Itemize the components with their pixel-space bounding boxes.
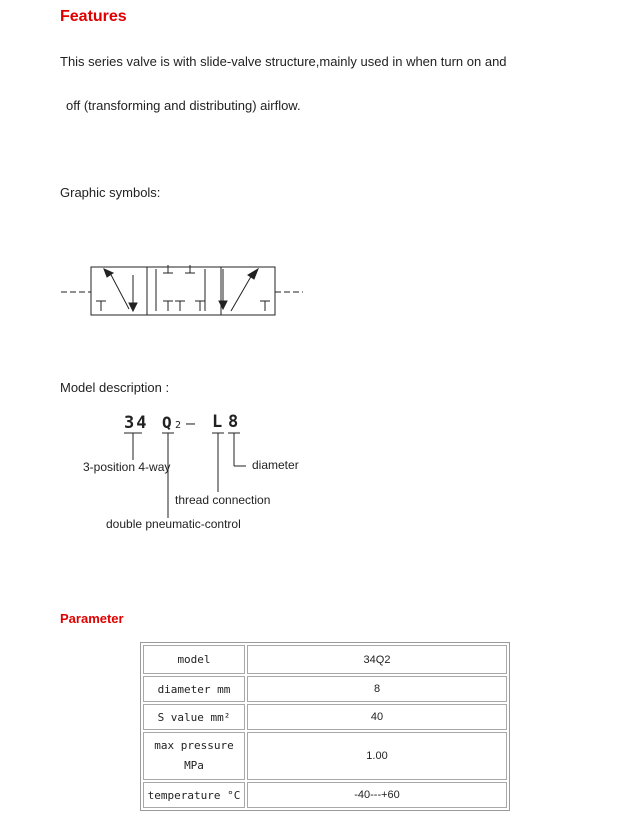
- table-row: [143, 676, 507, 702]
- legend-double-pneumatic-control: double pneumatic-control: [106, 517, 241, 531]
- param-key: S value mm²: [143, 704, 245, 730]
- parameter-table: [140, 642, 510, 811]
- valve-graphic-symbol: [55, 255, 315, 325]
- code-l: L: [212, 412, 224, 432]
- param-value: -40---+60: [247, 782, 507, 808]
- param-value: 34Q2: [247, 645, 507, 674]
- table-row: [143, 645, 507, 674]
- code-q: Q: [162, 413, 172, 432]
- intro-text-line-1: This series valve is with slide-valve structure,mainly used in when turn on and: [60, 54, 507, 69]
- parameter-heading: Parameter: [60, 611, 124, 626]
- param-key-line-2: MPa: [184, 759, 204, 772]
- legend-diameter: diameter: [252, 458, 299, 472]
- intro-text-line-2: off (transforming and distributing) airflow.: [66, 98, 301, 113]
- graphic-symbols-label: Graphic symbols:: [60, 185, 161, 200]
- param-value: 8: [247, 676, 507, 702]
- legend-thread-connection: thread connection: [175, 493, 271, 507]
- param-key: model: [143, 645, 245, 674]
- model-description-label: Model description :: [60, 380, 170, 395]
- param-key-line-1: max pressure: [154, 739, 234, 752]
- param-key: temperature °C: [143, 782, 245, 808]
- table-row: [143, 782, 507, 808]
- code-subscript: 2: [175, 420, 182, 431]
- param-value: 1.00: [247, 732, 507, 780]
- features-heading: Features: [60, 8, 127, 25]
- code-34: 34: [124, 413, 149, 433]
- param-value: 40: [247, 704, 507, 730]
- code-8: 8: [228, 412, 239, 432]
- table-row: [143, 704, 507, 730]
- table-row: [143, 732, 507, 780]
- code-dash: —: [186, 414, 196, 432]
- param-key: diameter mm: [143, 676, 245, 702]
- legend-3-position-4-way: 3-position 4-way: [83, 460, 171, 474]
